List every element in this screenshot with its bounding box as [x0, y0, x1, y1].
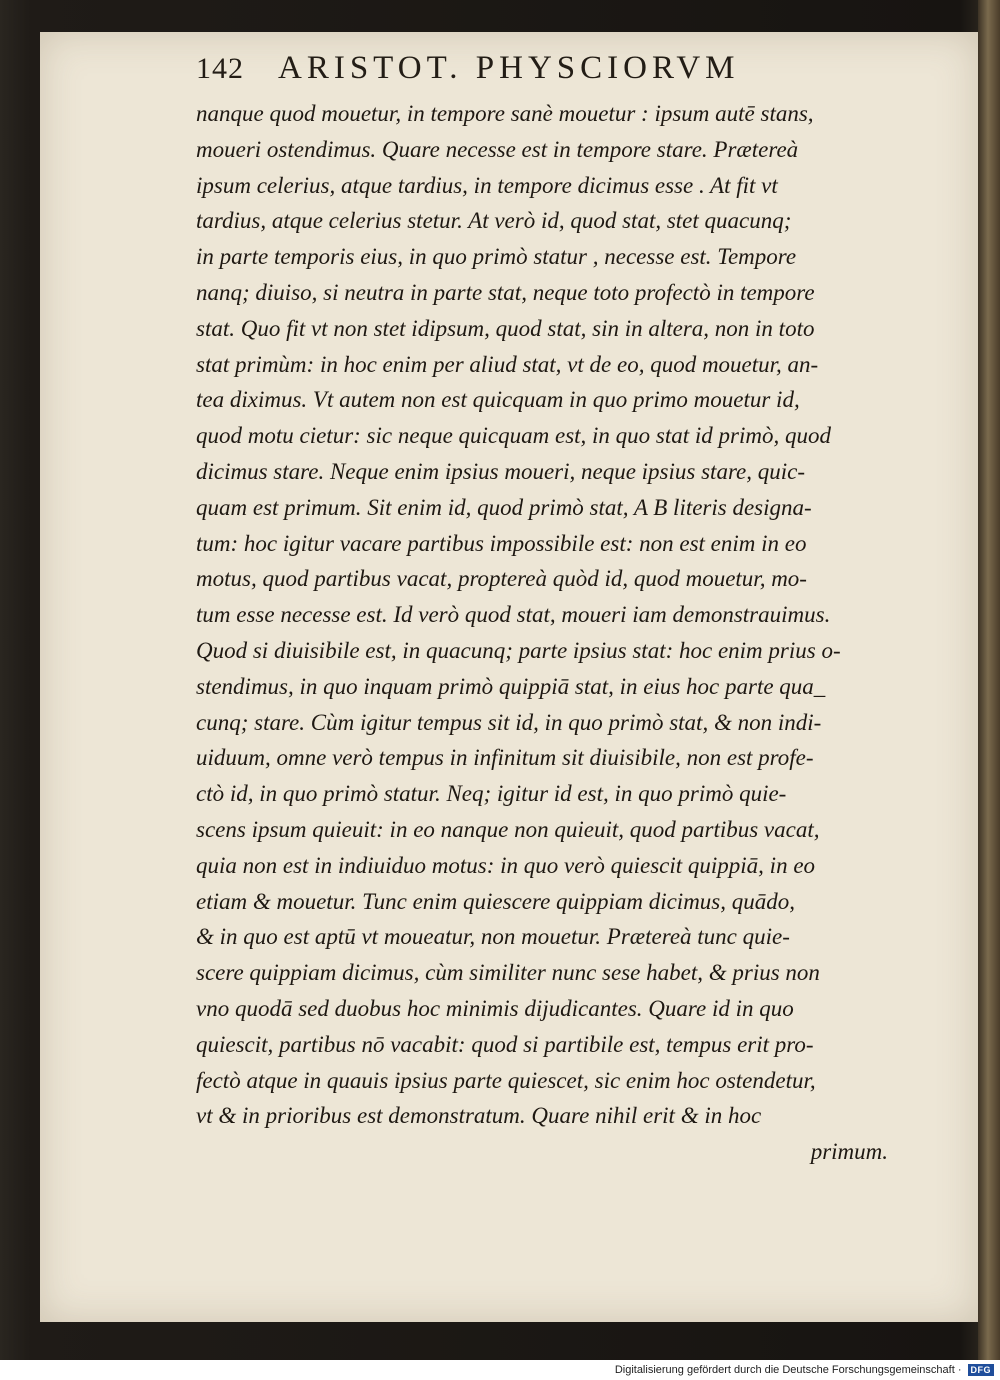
text-line: quia non est in indiuiduo motus: in quo verò quiescit quippiā, in eo — [196, 852, 816, 878]
text-line: vt & in prioribus est demonstratum. Quare nihil erit & in hoc — [196, 1103, 762, 1129]
text-line: scens ipsum quieuit: in eo nanque non quieuit, quod partibus vacat, — [196, 816, 820, 842]
text-line: quiescit, partibus nō vacabit: quod si partibile est, tempus erit pro- — [196, 1031, 814, 1057]
text-line: etiam & mouetur. Tunc enim quiescere quippiam dicimus, quādo, — [196, 888, 795, 914]
text-line: & in quo est aptū vt moueatur, non mouetur. Prætereà tunc quie- — [196, 924, 790, 950]
text-line: cunq; stare. Cùm igitur tempus sit id, in quo primò stat, & non indi- — [196, 709, 822, 735]
text-line: nanque quod mouetur, in tempore sanè mouetur : ipsum autē stans, — [196, 101, 814, 126]
text-block — [196, 96, 908, 1170]
text-line: scere quippiam dicimus, cùm similiter nunc sese habet, & prius non — [196, 960, 820, 986]
text-line: ipsum celerius, atque tardius, in tempore dicimus esse . At fit vt — [196, 172, 778, 198]
funding-credit: Digitalisierung gefördert durch die Deutsche Forschungsgemeinschaft · — [614, 1364, 962, 1376]
text-line: stat. Quo fit vt non stet idipsum, quod stat, sin in altera, non in toto — [196, 315, 815, 341]
text-line: ctò id, in quo primò statur. Neq; igitur id est, in quo primò quie- — [196, 781, 787, 807]
text-line: uiduum, omne verò tempus in infinitum sit diuisibile, non est profe- — [196, 745, 814, 771]
text-line: tea diximus. Vt autem non est quicquam in quo primo mouetur id, — [196, 387, 800, 413]
text-line: tum esse necesse est. Id verò quod stat, moueri iam demonstrauimus. — [196, 602, 831, 628]
dfg-logo-icon: DFG — [968, 1364, 995, 1376]
text-line: in parte temporis eius, in quo primò statur , necesse est. Tempore — [196, 244, 797, 270]
text-line: quam est primum. Sit enim id, quod primò stat, A B literis designa- — [196, 494, 812, 520]
running-head: ARISTOT. PHYSCIORVM — [278, 50, 740, 86]
text-line: tardius, atque celerius stetur. At verò id, quod stat, stet quacunq; — [196, 208, 792, 234]
text-line: nanq; diuiso, si neutra in parte stat, neque toto profectò in tempore — [196, 279, 815, 305]
text-line: Quod si diuisibile est, in quacunq; parte ipsius stat: hoc enim prius o- — [196, 637, 841, 663]
text-line: fectò atque in quauis ipsius parte quiescet, sic enim hoc ostendetur, — [196, 1067, 816, 1093]
page-header — [196, 50, 836, 87]
text-line: dicimus stare. Neque enim ipsius moueri, neque ipsius stare, quic- — [196, 458, 806, 484]
footer-bar — [0, 1360, 1000, 1380]
text-line: tum: hoc igitur vacare partibus impossibile est: non est enim in eo — [196, 530, 807, 556]
text-line: moueri ostendimus. Quare necesse est in tempore stare. Prætereà — [196, 136, 799, 162]
text-line: stat primùm: in hoc enim per aliud stat, vt de eo, quod mouetur, an- — [196, 351, 819, 377]
book-binding-edge — [978, 0, 1000, 1360]
page-number: 142 — [196, 52, 244, 85]
catchword: primum. — [810, 1139, 888, 1165]
text-line: vno quodā sed duobus hoc minimis dijudicantes. Quare id in quo — [196, 995, 794, 1021]
text-line: motus, quod partibus vacat, proptereà quòd id, quod mouetur, mo- — [196, 566, 807, 592]
text-line: stendimus, in quo inquam primò quippiā stat, in eius hoc parte qua_ — [196, 673, 826, 699]
text-line: quod motu cietur: sic neque quicquam est, in quo stat id primò, quod — [196, 423, 831, 449]
